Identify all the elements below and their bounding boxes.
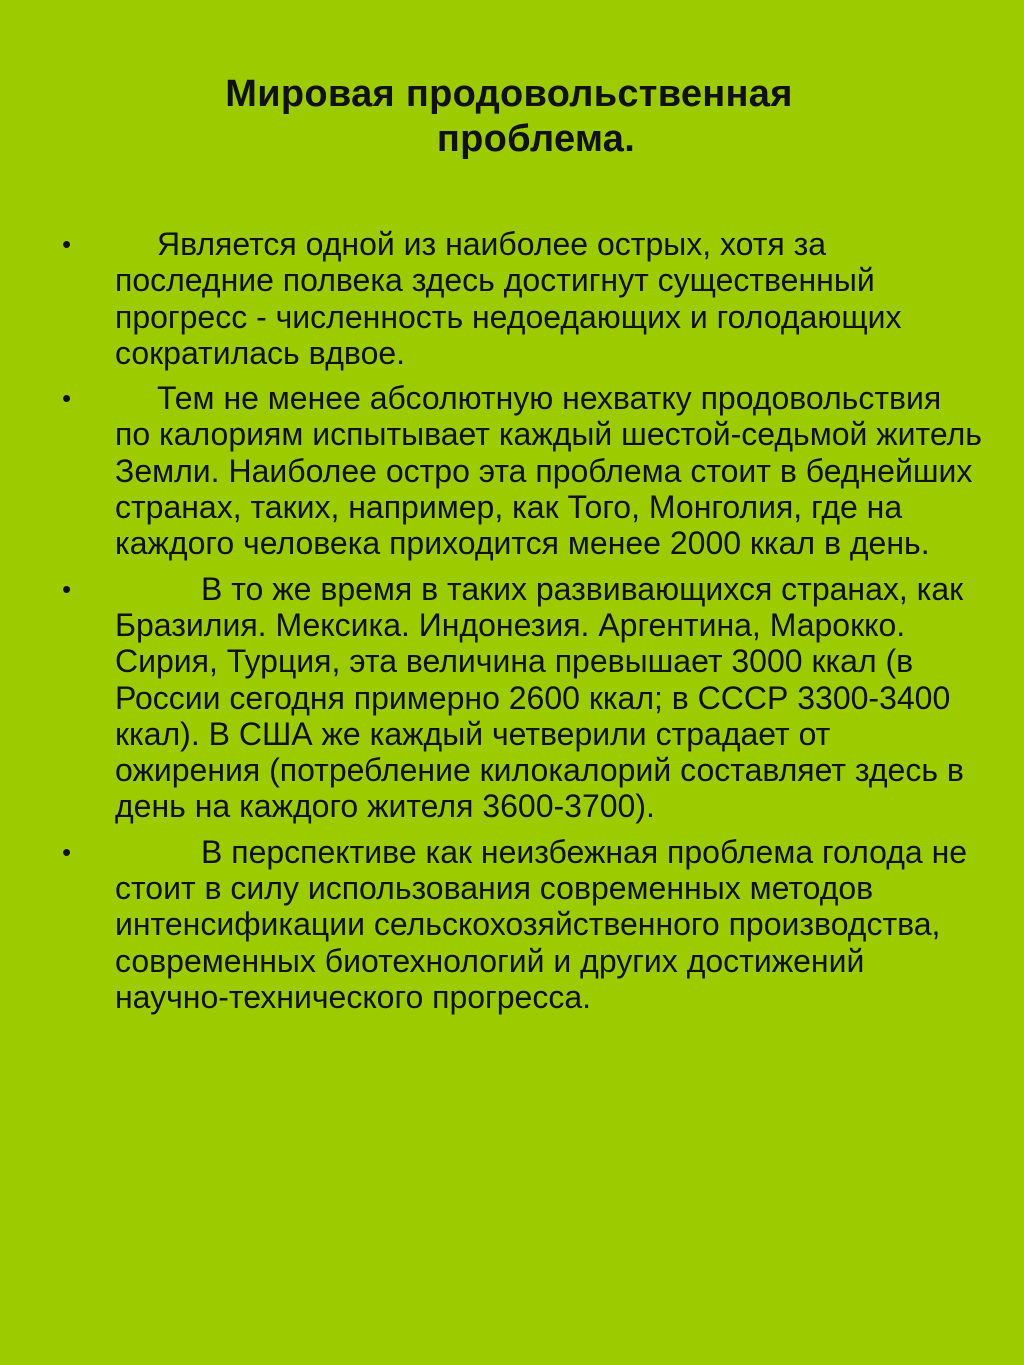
bullet-text: Тем не менее абсолютную нехватку продовольствия по калориям испытывает каждый шестой-седьмой житель Земли. Наиболее остро эта проблема стоит в беднейших странах, таких, например, как Того, Монголия, где на каждого человека приходится менее 2000 ккал в день.	[115, 380, 982, 562]
bullet-text: Является одной из наиболее острых, хотя за последние полвека здесь достигнут существенный прогресс - численность недоедающих и голодающих сократилась вдвое.	[115, 226, 902, 371]
slide-title	[0, 72, 1024, 162]
bullet-dot-icon: •	[62, 836, 72, 867]
bullet-item	[0, 834, 1024, 1015]
bullet-item	[0, 380, 1024, 561]
bullet-dot-icon: •	[62, 573, 72, 604]
bullet-dot-icon: •	[62, 229, 72, 259]
bullet-text: В перспективе как неизбежная проблема голода не стоит в силу использования современных методов интенсификации сельскохозяйственного производства, современных биотехнологий и других достижений научно-технического прогресса.	[115, 833, 968, 1015]
slide-title-line-2: проблема.	[436, 118, 636, 160]
bullet-text: В то же время в таких развивающихся странах, как Бразилия. Мексика. Индонезия. Аргентина, Марокко. Сирия, Турция, эта величина превышает 3000 ккал (в России сегодня примерно 2600 ккал; в СССР 3300-3400 ккал). В США же каждый четверили страдает от ожирения (потребление килокалорий составляет здесь в день на каждого жителя 3600-3700).	[115, 570, 964, 825]
bullet-dot-icon: •	[62, 383, 72, 414]
bullet-item	[0, 226, 1024, 371]
bullet-item	[0, 571, 1024, 825]
bullet-list	[0, 226, 1024, 1024]
slide-title-line-1: Мировая продовольственная	[225, 73, 793, 115]
